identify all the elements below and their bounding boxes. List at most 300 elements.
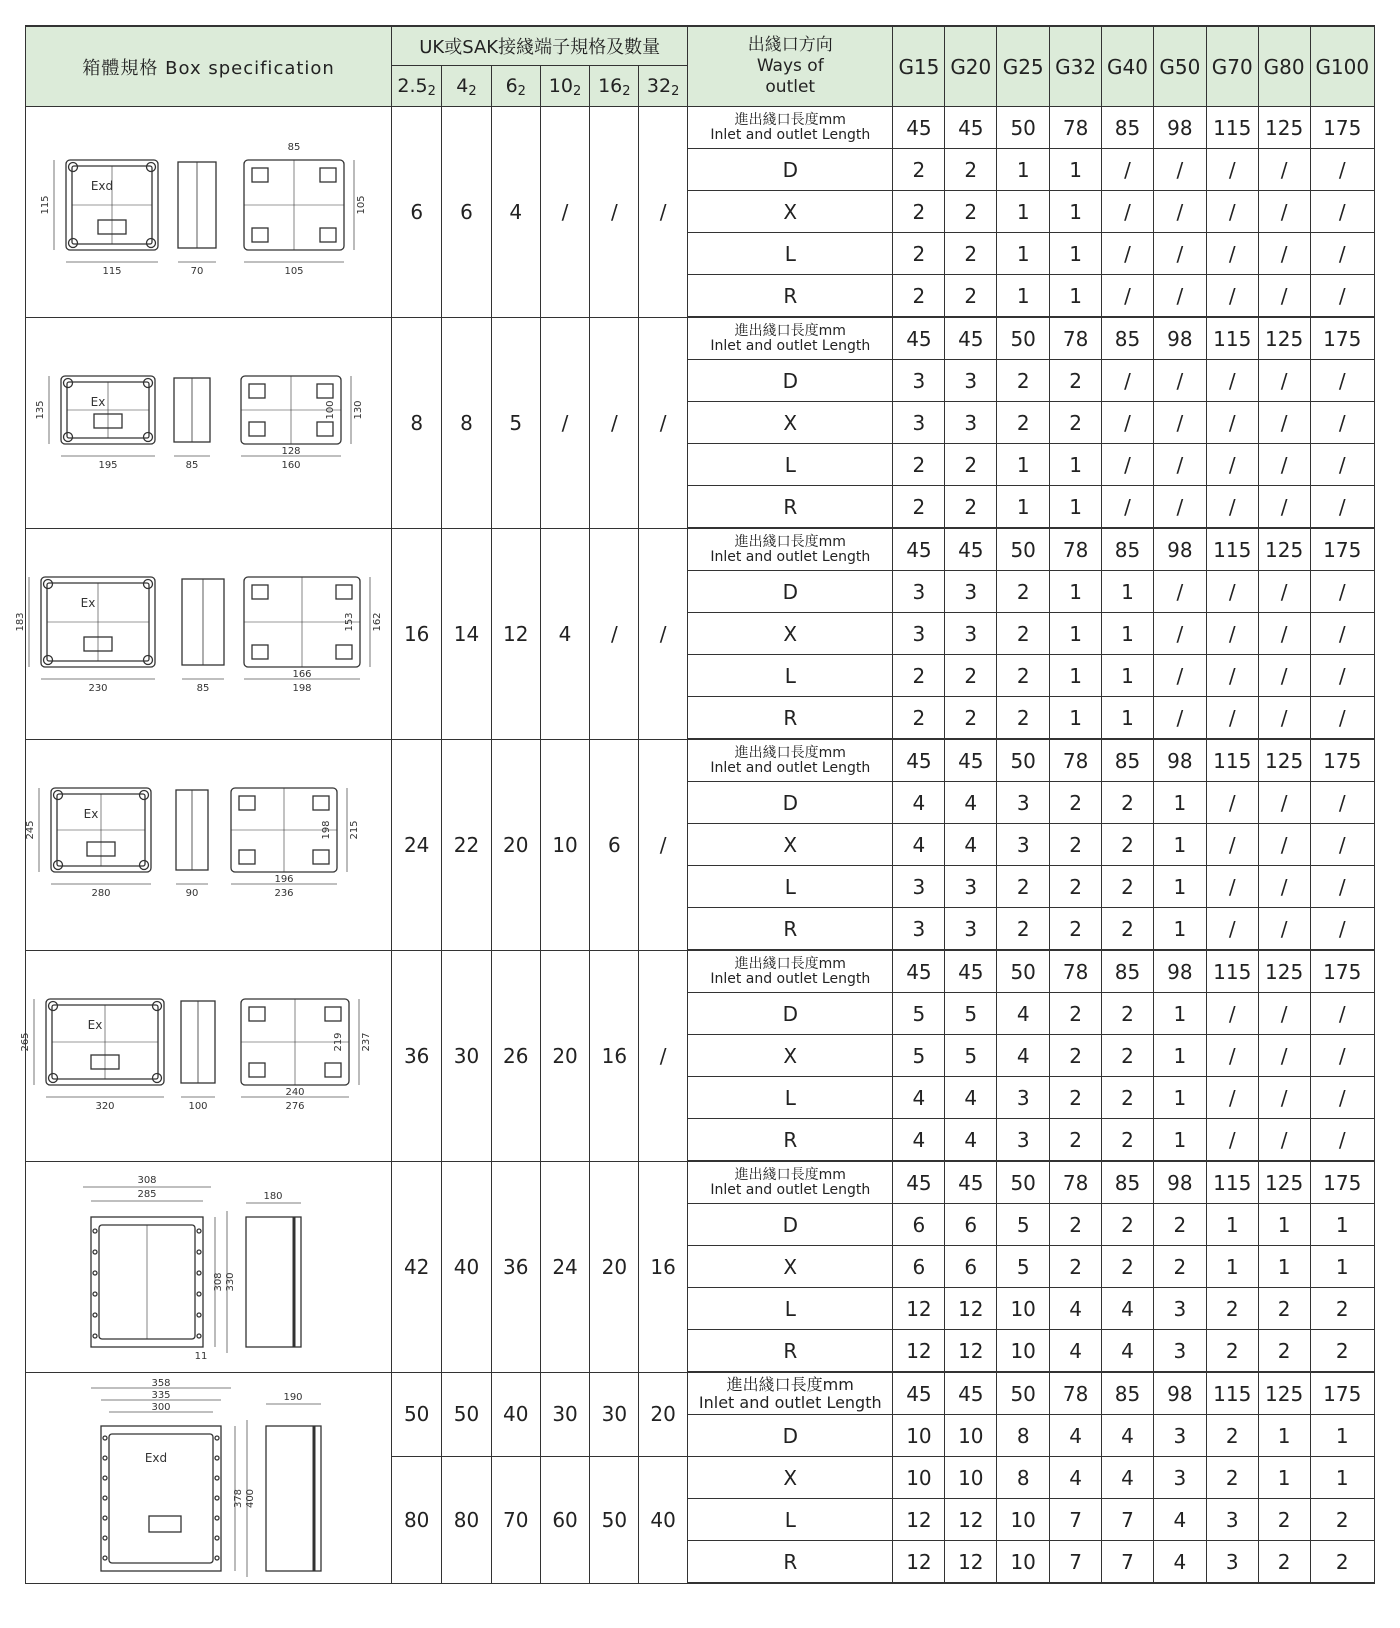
length-value-cell: 125	[1258, 1161, 1310, 1204]
bolt-icon	[215, 1436, 219, 1440]
outlet-count-cell: 2	[1206, 1330, 1258, 1373]
bolt-icon	[69, 162, 78, 171]
dimension-label: 276	[285, 1100, 305, 1112]
outlet-count-cell: 10	[997, 1499, 1050, 1541]
outlet-direction-cell: D	[688, 1415, 893, 1457]
terminal-count-cell: 20	[491, 739, 540, 950]
terminal-count-cell: 22	[442, 739, 492, 950]
length-value-cell: 115	[1206, 950, 1258, 993]
length-value-cell: 115	[1206, 1372, 1258, 1415]
terminal-spec-header: UK或SAK接綫端子規格及數量	[392, 26, 688, 66]
outlet-count-cell: 3	[945, 908, 997, 951]
outlet-direction-cell: R	[688, 1330, 893, 1373]
length-value-cell: 45	[893, 1161, 945, 1204]
terminal-count-cell: /	[590, 528, 639, 739]
outlet-count-cell: 4	[945, 1077, 997, 1119]
outlet-count-cell: /	[1206, 275, 1258, 318]
box-dimension-drawing	[15, 532, 383, 736]
dimension-label: 240	[285, 1086, 305, 1098]
outlet-count-cell: 4	[1050, 1457, 1102, 1499]
outlet-count-cell: /	[1153, 571, 1206, 613]
outlet-direction-cell: L	[688, 866, 893, 908]
dimension-label: 160	[281, 459, 301, 471]
outlet-count-cell: 7	[1050, 1499, 1102, 1541]
outlet-count-cell: /	[1310, 908, 1374, 951]
outlet-count-cell: 12	[893, 1330, 945, 1373]
outlet-count-cell: /	[1258, 697, 1310, 740]
dimension-label: 180	[263, 1190, 283, 1202]
outlet-count-cell: /	[1206, 402, 1258, 444]
outlet-count-cell: 1	[1153, 1119, 1206, 1162]
outlet-count-cell: /	[1153, 697, 1206, 740]
ex-marking: Ex	[80, 595, 96, 610]
length-value-cell: 45	[893, 1372, 945, 1415]
outlet-count-cell: 1	[1258, 1204, 1310, 1246]
bolt-icon	[144, 579, 153, 588]
terminal-count-cell: 70	[491, 1457, 540, 1584]
outlet-count-cell: 3	[893, 571, 945, 613]
wire-size-header: $10_2$	[540, 66, 590, 107]
outlet-count-cell: 2	[945, 444, 997, 486]
outlet-count-cell: /	[1310, 697, 1374, 740]
length-value-cell: 45	[945, 739, 997, 782]
outlet-count-cell: /	[1258, 191, 1310, 233]
g-col-header: G15	[893, 26, 945, 107]
bolt-icon	[197, 1313, 201, 1317]
terminal-count-cell: 24	[540, 1161, 590, 1372]
inlet-outlet-length-label: 進出綫口長度mm Inlet and outlet Length	[688, 1161, 893, 1204]
outlet-count-cell: 4	[893, 1077, 945, 1119]
outlet-count-cell: 2	[893, 697, 945, 740]
outlet-count-cell: 5	[893, 993, 945, 1035]
dimension-label: 162	[372, 611, 383, 632]
outlet-count-cell: 2	[945, 191, 997, 233]
outlet-direction-cell: D	[688, 149, 893, 191]
bolt-icon	[144, 378, 153, 387]
outlet-count-cell: 1	[1258, 1415, 1310, 1457]
outlet-count-cell: 3	[997, 1119, 1050, 1162]
outlet-direction-cell: R	[688, 1541, 893, 1584]
length-value-cell: 45	[893, 950, 945, 993]
length-value-cell: 85	[1102, 950, 1154, 993]
dimension-label: 280	[91, 887, 111, 899]
outlet-direction-cell: D	[688, 571, 893, 613]
outlet-direction-cell: D	[688, 993, 893, 1035]
bolt-icon	[93, 1250, 97, 1254]
length-value-cell: 78	[1050, 528, 1102, 571]
outlet-count-cell: 2	[1050, 1246, 1102, 1288]
outlet-count-cell: 4	[945, 782, 997, 824]
terminal-count-cell: /	[639, 107, 688, 318]
outlet-count-cell: /	[1258, 444, 1310, 486]
outlet-count-cell: /	[1206, 1077, 1258, 1119]
outlet-count-cell: 2	[1102, 1246, 1154, 1288]
outlet-count-cell: 1	[1050, 486, 1102, 529]
box-front-view	[101, 1426, 221, 1571]
wire-size-header: $2.5_2$	[392, 66, 442, 107]
terminal-count-cell: /	[590, 107, 639, 318]
ex-marking: Ex	[87, 1017, 103, 1032]
outlet-count-cell: /	[1310, 824, 1374, 866]
inlet-outlet-length-label: 進出綫口長度mm Inlet and outlet Length	[688, 950, 893, 993]
dimension-label: 183	[15, 611, 26, 632]
length-row	[26, 1161, 1375, 1204]
box-drawing	[20, 950, 392, 1161]
wire-size-header: $6_2$	[491, 66, 540, 107]
length-value-cell: 45	[945, 950, 997, 993]
length-value-cell: 45	[945, 317, 997, 360]
bolt-icon	[197, 1271, 201, 1275]
length-value-cell: 78	[1050, 1161, 1102, 1204]
bolt-icon	[103, 1536, 107, 1540]
outlet-count-cell: 1	[1050, 655, 1102, 697]
outlet-direction-cell: L	[688, 444, 893, 486]
length-value-cell: 45	[893, 317, 945, 360]
outlet-count-cell: 1	[1050, 233, 1102, 275]
length-value-cell: 98	[1153, 1161, 1206, 1204]
outlet-count-cell: 4	[997, 993, 1050, 1035]
outlet-count-cell: 1	[1102, 697, 1154, 740]
g-col-header: G25	[997, 26, 1050, 107]
length-value-cell: 125	[1258, 739, 1310, 782]
outlet-count-cell: 1	[1153, 1077, 1206, 1119]
outlet-count-cell: /	[1258, 233, 1310, 275]
bolt-icon	[197, 1334, 201, 1338]
outlet-direction-cell: R	[688, 697, 893, 740]
wire-size-header: $4_2$	[442, 66, 492, 107]
outlet-count-cell: 3	[945, 571, 997, 613]
length-value-cell: 45	[893, 739, 945, 782]
length-value-cell: 78	[1050, 107, 1102, 149]
box-drawing	[26, 1161, 392, 1372]
outlet-count-cell: 4	[1050, 1330, 1102, 1373]
length-value-cell: 50	[997, 528, 1050, 571]
dimension-label: 308	[213, 1271, 224, 1292]
outlet-count-cell: /	[1310, 655, 1374, 697]
outlet-count-cell: /	[1153, 402, 1206, 444]
dimension-label: 90	[185, 887, 199, 899]
outlet-count-cell: 3	[945, 613, 997, 655]
g-col-header: G80	[1258, 26, 1310, 107]
g-col-header: G20	[945, 26, 997, 107]
box-dimension-drawing	[26, 743, 378, 947]
outlet-count-cell: 6	[893, 1246, 945, 1288]
outlet-count-cell: 2	[1050, 866, 1102, 908]
terminal-count-cell: 40	[639, 1457, 688, 1584]
g-col-header: G32	[1050, 26, 1102, 107]
outlet-count-cell: /	[1258, 993, 1310, 1035]
outlet-count-cell: 1	[1206, 1246, 1258, 1288]
wire-size-header: $32_2$	[639, 66, 688, 107]
outlet-count-cell: 2	[945, 486, 997, 529]
dimension-label: 198	[321, 819, 332, 840]
outlet-count-cell: 2	[945, 655, 997, 697]
outlet-count-cell: /	[1310, 444, 1374, 486]
outlet-count-cell: 2	[1310, 1499, 1374, 1541]
outlet-count-cell: 2	[893, 149, 945, 191]
terminal-count-cell: 10	[540, 739, 590, 950]
outlet-count-cell: /	[1206, 697, 1258, 740]
bolt-icon	[147, 238, 156, 247]
outlet-count-cell: 1	[1050, 444, 1102, 486]
outlet-count-cell: /	[1102, 486, 1154, 529]
outlet-count-cell: /	[1153, 360, 1206, 402]
length-value-cell: 50	[997, 1161, 1050, 1204]
outlet-count-cell: /	[1206, 191, 1258, 233]
dimension-label: 320	[95, 1100, 115, 1112]
outlet-count-cell: 2	[945, 697, 997, 740]
length-row	[26, 107, 1375, 149]
bolt-icon	[103, 1556, 107, 1560]
bolt-icon	[103, 1516, 107, 1520]
wire-size-header: $16_2$	[590, 66, 639, 107]
outlet-direction-cell: X	[688, 824, 893, 866]
outlet-count-cell: /	[1310, 402, 1374, 444]
outlet-count-cell: 4	[1153, 1499, 1206, 1541]
outlet-count-cell: 2	[1102, 1119, 1154, 1162]
outlet-count-cell: 2	[945, 275, 997, 318]
terminal-count-cell: 16	[590, 950, 639, 1161]
outlet-count-cell: 4	[1102, 1457, 1154, 1499]
outlet-count-cell: /	[1153, 149, 1206, 191]
terminal-count-cell: 20	[540, 950, 590, 1161]
terminal-count-cell: /	[540, 317, 590, 528]
length-value-cell: 175	[1310, 528, 1374, 571]
outlet-count-cell: 3	[997, 824, 1050, 866]
outlet-count-cell: 1	[1050, 613, 1102, 655]
box-dimension-drawing	[26, 1376, 378, 1580]
outlet-count-cell: 12	[893, 1288, 945, 1330]
length-value-cell: 115	[1206, 1161, 1258, 1204]
bolt-icon	[215, 1516, 219, 1520]
terminal-count-cell: 60	[540, 1457, 590, 1584]
outlet-count-cell: 2	[1102, 908, 1154, 951]
outlet-count-cell: 4	[945, 824, 997, 866]
outlet-count-cell: /	[1310, 486, 1374, 529]
outlet-count-cell: 6	[945, 1246, 997, 1288]
outlet-count-cell: 4	[893, 1119, 945, 1162]
bolt-icon	[197, 1250, 201, 1254]
dimension-label: 115	[40, 195, 51, 215]
outlet-count-cell: 2	[1050, 360, 1102, 402]
outlet-count-cell: 3	[945, 866, 997, 908]
outlet-count-cell: /	[1206, 824, 1258, 866]
outlet-count-cell: 4	[1153, 1541, 1206, 1584]
bolt-icon	[215, 1456, 219, 1460]
terminal-count-cell: 30	[540, 1372, 590, 1457]
outlet-count-cell: 2	[1258, 1499, 1310, 1541]
outlet-count-cell: /	[1258, 571, 1310, 613]
outlet-count-cell: 1	[997, 444, 1050, 486]
bolt-icon	[215, 1496, 219, 1500]
outlet-count-cell: 8	[997, 1457, 1050, 1499]
outlet-count-cell: 4	[1102, 1288, 1154, 1330]
ex-marking: Ex	[83, 806, 99, 821]
outlet-count-cell: /	[1206, 1035, 1258, 1077]
box-dimension-drawing	[26, 321, 378, 525]
outlet-count-cell: /	[1310, 1077, 1374, 1119]
outlet-count-cell: 2	[945, 233, 997, 275]
terminal-count-cell: 26	[491, 950, 540, 1161]
length-row	[26, 317, 1375, 360]
outlet-count-cell: 1	[1102, 571, 1154, 613]
outlet-count-cell: 2	[1206, 1457, 1258, 1499]
outlet-count-cell: 4	[1050, 1288, 1102, 1330]
outlet-count-cell: 2	[997, 571, 1050, 613]
length-value-cell: 85	[1102, 107, 1154, 149]
box-drawing	[26, 739, 392, 950]
length-value-cell: 78	[1050, 1372, 1102, 1415]
length-value-cell: 50	[997, 1372, 1050, 1415]
outlet-direction-cell: L	[688, 1077, 893, 1119]
length-value-cell: 115	[1206, 107, 1258, 149]
dimension-label: 245	[25, 819, 36, 840]
outlet-count-cell: /	[1206, 866, 1258, 908]
dimension-label: 195	[98, 459, 118, 471]
outlet-count-cell: /	[1258, 824, 1310, 866]
length-value-cell: 125	[1258, 950, 1310, 993]
bolt-icon	[93, 1292, 97, 1296]
length-value-cell: 50	[997, 317, 1050, 360]
outlet-count-cell: /	[1102, 402, 1154, 444]
outlet-count-cell: 4	[1050, 1415, 1102, 1457]
outlet-count-cell: 1	[1258, 1457, 1310, 1499]
length-value-cell: 50	[997, 107, 1050, 149]
terminal-count-cell: /	[639, 317, 688, 528]
outlet-count-cell: /	[1310, 993, 1374, 1035]
dimension-label: 128	[281, 445, 301, 457]
outlet-count-cell: 12	[945, 1288, 997, 1330]
bolt-icon	[69, 238, 78, 247]
terminal-count-cell: 4	[491, 107, 540, 318]
outlet-count-cell: /	[1310, 782, 1374, 824]
outlet-count-cell: 2	[997, 655, 1050, 697]
box-drawing	[26, 317, 392, 528]
dimension-label: 190	[283, 1391, 303, 1403]
terminal-count-cell: 16	[639, 1161, 688, 1372]
outlet-count-cell: 12	[945, 1499, 997, 1541]
terminal-count-cell: 6	[442, 107, 492, 318]
outlet-count-cell: /	[1206, 993, 1258, 1035]
dimension-label: 198	[292, 682, 312, 694]
length-value-cell: 45	[945, 528, 997, 571]
outlet-count-cell: 2	[1258, 1541, 1310, 1584]
outlet-count-cell: 1	[1153, 993, 1206, 1035]
outlet-count-cell: /	[1310, 1119, 1374, 1162]
outlet-count-cell: 10	[997, 1330, 1050, 1373]
outlet-count-cell: 2	[997, 402, 1050, 444]
outlet-count-cell: 12	[893, 1541, 945, 1584]
outlet-direction-cell: R	[688, 908, 893, 951]
length-value-cell: 98	[1153, 950, 1206, 993]
outlet-count-cell: /	[1102, 191, 1154, 233]
outlet-count-cell: /	[1206, 1119, 1258, 1162]
length-value-cell: 115	[1206, 317, 1258, 360]
outlet-count-cell: 7	[1102, 1499, 1154, 1541]
outlet-count-cell: 1	[1050, 149, 1102, 191]
ex-marking: Exd	[144, 1450, 168, 1465]
outlet-count-cell: 2	[945, 149, 997, 191]
outlet-direction-cell: L	[688, 1288, 893, 1330]
bolt-icon	[54, 860, 63, 869]
outlet-count-cell: /	[1258, 1119, 1310, 1162]
outlet-count-cell: 1	[1102, 613, 1154, 655]
outlet-count-cell: 1	[997, 486, 1050, 529]
outlet-count-cell: /	[1206, 655, 1258, 697]
outlet-count-cell: 2	[1153, 1204, 1206, 1246]
outlet-count-cell: 5	[997, 1204, 1050, 1246]
outlet-count-cell: 2	[1050, 1035, 1102, 1077]
outlet-count-cell: /	[1258, 275, 1310, 318]
dimension-label: 85	[196, 682, 210, 694]
terminal-count-cell: 40	[491, 1372, 540, 1457]
terminal-count-cell: 30	[442, 950, 492, 1161]
outlet-count-cell: /	[1258, 1077, 1310, 1119]
dimension-label: 105	[284, 265, 304, 277]
dimension-label: 70	[190, 265, 204, 277]
g-col-header: G70	[1206, 26, 1258, 107]
outlet-count-cell: /	[1258, 149, 1310, 191]
outlet-count-cell: /	[1206, 149, 1258, 191]
outlet-count-cell: 6	[893, 1204, 945, 1246]
length-value-cell: 85	[1102, 739, 1154, 782]
outlet-count-cell: 2	[1310, 1541, 1374, 1584]
outlet-count-cell: /	[1310, 866, 1374, 908]
terminal-count-cell: 6	[392, 107, 442, 318]
dimension-label: 285	[137, 1188, 157, 1200]
outlet-count-cell: 1	[1050, 571, 1102, 613]
outlet-count-cell: 6	[945, 1204, 997, 1246]
terminal-count-cell: 20	[639, 1372, 688, 1457]
terminal-count-cell: 8	[442, 317, 492, 528]
outlet-count-cell: 2	[1102, 1035, 1154, 1077]
outlet-count-cell: /	[1310, 191, 1374, 233]
dimension-label: 230	[88, 682, 108, 694]
outlet-count-cell: 1	[997, 275, 1050, 318]
outlet-count-cell: 2	[1310, 1288, 1374, 1330]
terminal-count-cell: 4	[540, 528, 590, 739]
outlet-count-cell: 2	[997, 697, 1050, 740]
terminal-count-cell: /	[540, 107, 590, 318]
outlet-count-cell: 3	[893, 866, 945, 908]
length-row	[26, 950, 1375, 993]
dimension-label: 85	[185, 459, 199, 471]
outlet-count-cell: 1	[1153, 866, 1206, 908]
bolt-icon	[64, 378, 73, 387]
outlet-direction-cell: D	[688, 1204, 893, 1246]
bolt-icon	[215, 1556, 219, 1560]
terminal-count-cell: 36	[491, 1161, 540, 1372]
outlet-count-cell: /	[1206, 486, 1258, 529]
box-drawing	[15, 528, 392, 739]
outlet-direction-cell: L	[688, 233, 893, 275]
outlet-count-cell: /	[1102, 275, 1154, 318]
terminal-count-cell: 42	[392, 1161, 442, 1372]
outlet-count-cell: 3	[893, 402, 945, 444]
bolt-icon	[153, 1001, 162, 1010]
outlet-count-cell: 4	[893, 782, 945, 824]
outlet-count-cell: 2	[997, 866, 1050, 908]
bolt-icon	[44, 579, 53, 588]
box-dimension-drawing	[26, 1165, 378, 1369]
length-value-cell: 125	[1258, 528, 1310, 571]
length-row	[26, 1372, 1375, 1415]
bolt-icon	[49, 1001, 58, 1010]
length-value-cell: 125	[1258, 107, 1310, 149]
outlet-count-cell: 4	[1102, 1415, 1154, 1457]
terminal-count-cell: 50	[392, 1372, 442, 1457]
bolt-icon	[153, 1073, 162, 1082]
